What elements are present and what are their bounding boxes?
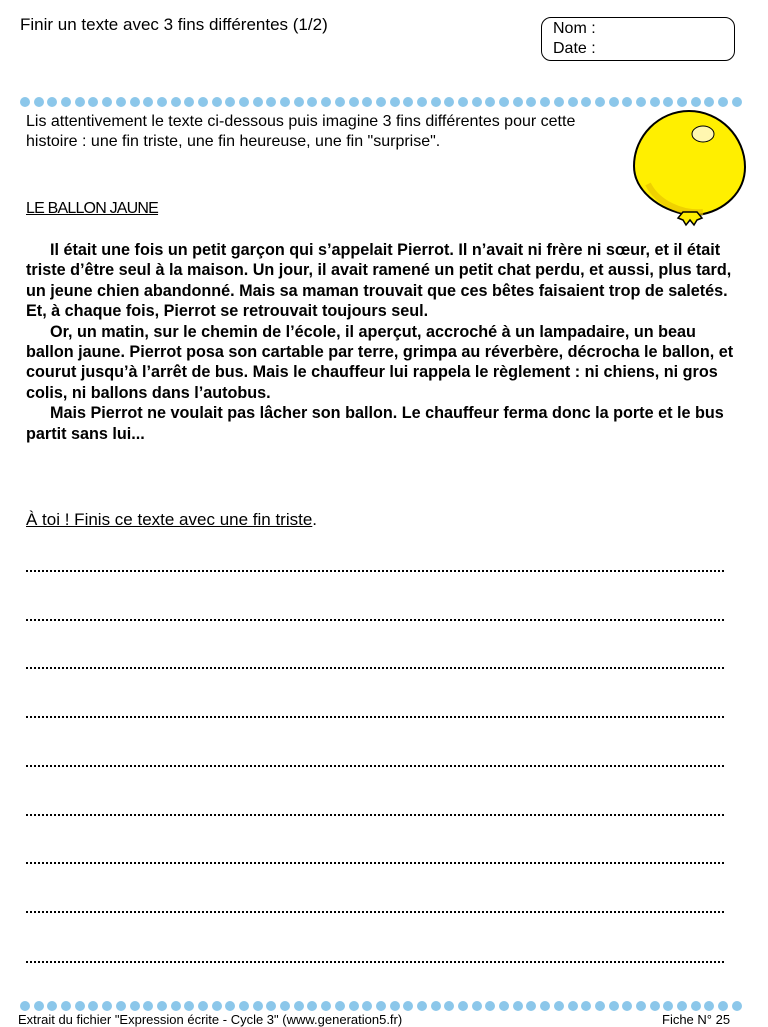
separator-dot [581, 97, 591, 107]
separator-dot [212, 1001, 222, 1011]
separator-dot [266, 97, 276, 107]
separator-dot [307, 97, 317, 107]
separator-dot [444, 1001, 454, 1011]
separator-dot [171, 1001, 181, 1011]
story-paragraph: Or, un matin, sur le chemin de l’école, il aperçut, accroché à un lampadaire, un beau ballon jaune. Pierrot posa son cartable par terre, grimpa au réverbère, décrocha le ballon, et courut jusqu’à l’arrêt de bus. Mais le chauffeur lui rappela le règlement : ni chiens, ni gros colis, ni ballons dans l’autobus. [26, 322, 734, 402]
task-prompt-text: À toi ! Finis ce texte avec une fin triste [26, 510, 313, 529]
story-text [26, 240, 742, 444]
footer-source: Extrait du fichier "Expression écrite - Cycle 3" (www.generation5.fr) [18, 1012, 403, 1027]
separator-dot [485, 1001, 495, 1011]
writing-line[interactable] [26, 667, 724, 671]
date-label: Date : [553, 40, 596, 57]
separator-dot [321, 1001, 331, 1011]
separator-dot [143, 97, 153, 107]
separator-dot [75, 1001, 85, 1011]
separator-dot [171, 97, 181, 107]
separator-dot [595, 97, 605, 107]
separator-dot [61, 1001, 71, 1011]
separator-dot [581, 1001, 591, 1011]
separator-dot [663, 1001, 673, 1011]
separator-dot [390, 97, 400, 107]
task-prompt-period: . [312, 510, 318, 529]
separator-dot [417, 97, 427, 107]
separator-dot [280, 1001, 290, 1011]
writing-line[interactable] [26, 765, 724, 769]
separator-dot [636, 1001, 646, 1011]
separator-dot [88, 97, 98, 107]
separator-dot [225, 97, 235, 107]
separator-dot [335, 1001, 345, 1011]
name-label: Nom : [553, 20, 596, 37]
writing-line[interactable] [26, 961, 724, 965]
separator-dot [622, 1001, 632, 1011]
separator-dot [554, 97, 564, 107]
name-date-box [541, 17, 735, 61]
separator-dot [349, 1001, 359, 1011]
separator-dot [458, 1001, 468, 1011]
separator-dot [704, 1001, 714, 1011]
separator-dot [130, 1001, 140, 1011]
writing-line[interactable] [26, 619, 724, 623]
page-title: Finir un texte avec 3 fins différentes (1/2) [20, 15, 328, 34]
separator-dot [47, 97, 57, 107]
balloon-icon [628, 104, 750, 228]
separator-dot [403, 97, 413, 107]
separator-dot [239, 1001, 249, 1011]
separator-dot [431, 97, 441, 107]
separator-dot [349, 97, 359, 107]
separator-dot [198, 97, 208, 107]
story-paragraph: Il était une fois un petit garçon qui s’appelait Pierrot. Il n’avait ni frère ni sœur, et il était triste d’être seul à la maison. Un jour, il avait ramené un petit chat perdu, et aussi, plus tard, un jeune chien abandonné. Mais sa maman trouvait que ces bêtes faisaient trop de saletés. Et, à chaque fois, Pierrot se retrouvait toujours seul. [26, 241, 732, 321]
separator-dot [34, 1001, 44, 1011]
separator-dot [47, 1001, 57, 1011]
separator-dot [321, 97, 331, 107]
separator-dot [157, 97, 167, 107]
separator-dot [335, 97, 345, 107]
writing-line[interactable] [26, 911, 724, 915]
footer-sheet-number: Fiche N° 25 [662, 1012, 731, 1027]
separator-dot [143, 1001, 153, 1011]
separator-dot [307, 1001, 317, 1011]
separator-dot [20, 97, 30, 107]
separator-dot [718, 1001, 728, 1011]
separator-dot [650, 1001, 660, 1011]
separator-dot [88, 1001, 98, 1011]
separator-dot [472, 1001, 482, 1011]
separator-dot [499, 97, 509, 107]
separator-dot [526, 1001, 536, 1011]
writing-line[interactable] [26, 814, 724, 818]
separator-dot [20, 1001, 30, 1011]
separator-dot [513, 97, 523, 107]
separator-dot [225, 1001, 235, 1011]
separator-dot [294, 97, 304, 107]
separator-dot [554, 1001, 564, 1011]
separator-dot [609, 1001, 619, 1011]
separator-dot [75, 97, 85, 107]
separator-dot [513, 1001, 523, 1011]
separator-dot [568, 97, 578, 107]
dotted-separator-bottom [20, 1000, 742, 1012]
instructions: Lis attentivement le texte ci-dessous puis imagine 3 fins différentes pour cette histoire : une fin triste, une fin heureuse, une fin "surprise". [26, 113, 576, 150]
separator-dot [212, 97, 222, 107]
separator-dot [102, 1001, 112, 1011]
task-prompt [26, 510, 317, 530]
separator-dot [362, 1001, 372, 1011]
separator-dot [444, 97, 454, 107]
separator-dot [184, 1001, 194, 1011]
separator-dot [499, 1001, 509, 1011]
separator-dot [540, 1001, 550, 1011]
separator-dot [540, 97, 550, 107]
separator-dot [266, 1001, 276, 1011]
separator-dot [253, 97, 263, 107]
separator-dot [376, 1001, 386, 1011]
separator-dot [102, 97, 112, 107]
separator-dot [458, 97, 468, 107]
separator-dot [472, 97, 482, 107]
separator-dot [198, 1001, 208, 1011]
separator-dot [362, 97, 372, 107]
writing-line[interactable] [26, 716, 724, 720]
separator-dot [376, 97, 386, 107]
separator-dot [595, 1001, 605, 1011]
separator-dot [294, 1001, 304, 1011]
separator-dot [609, 97, 619, 107]
separator-dot [390, 1001, 400, 1011]
separator-dot [431, 1001, 441, 1011]
separator-dot [691, 1001, 701, 1011]
separator-dot [677, 1001, 687, 1011]
story-paragraph: Mais Pierrot ne voulait pas lâcher son ballon. Le chauffeur ferma donc la porte et le bus partit sans lui... [26, 404, 724, 443]
separator-dot [130, 97, 140, 107]
separator-dot [116, 97, 126, 107]
separator-dot [485, 97, 495, 107]
separator-dot [239, 97, 249, 107]
separator-dot [253, 1001, 263, 1011]
separator-dot [157, 1001, 167, 1011]
separator-dot [34, 97, 44, 107]
separator-dot [732, 1001, 742, 1011]
separator-dot [61, 97, 71, 107]
separator-dot [403, 1001, 413, 1011]
separator-dot [184, 97, 194, 107]
writing-line[interactable] [26, 570, 724, 574]
separator-dot [526, 97, 536, 107]
separator-dot [568, 1001, 578, 1011]
writing-line[interactable] [26, 862, 724, 866]
separator-dot [116, 1001, 126, 1011]
separator-dot [417, 1001, 427, 1011]
separator-dot [280, 97, 290, 107]
story-title: LE BALLON JAUNE [26, 200, 159, 217]
